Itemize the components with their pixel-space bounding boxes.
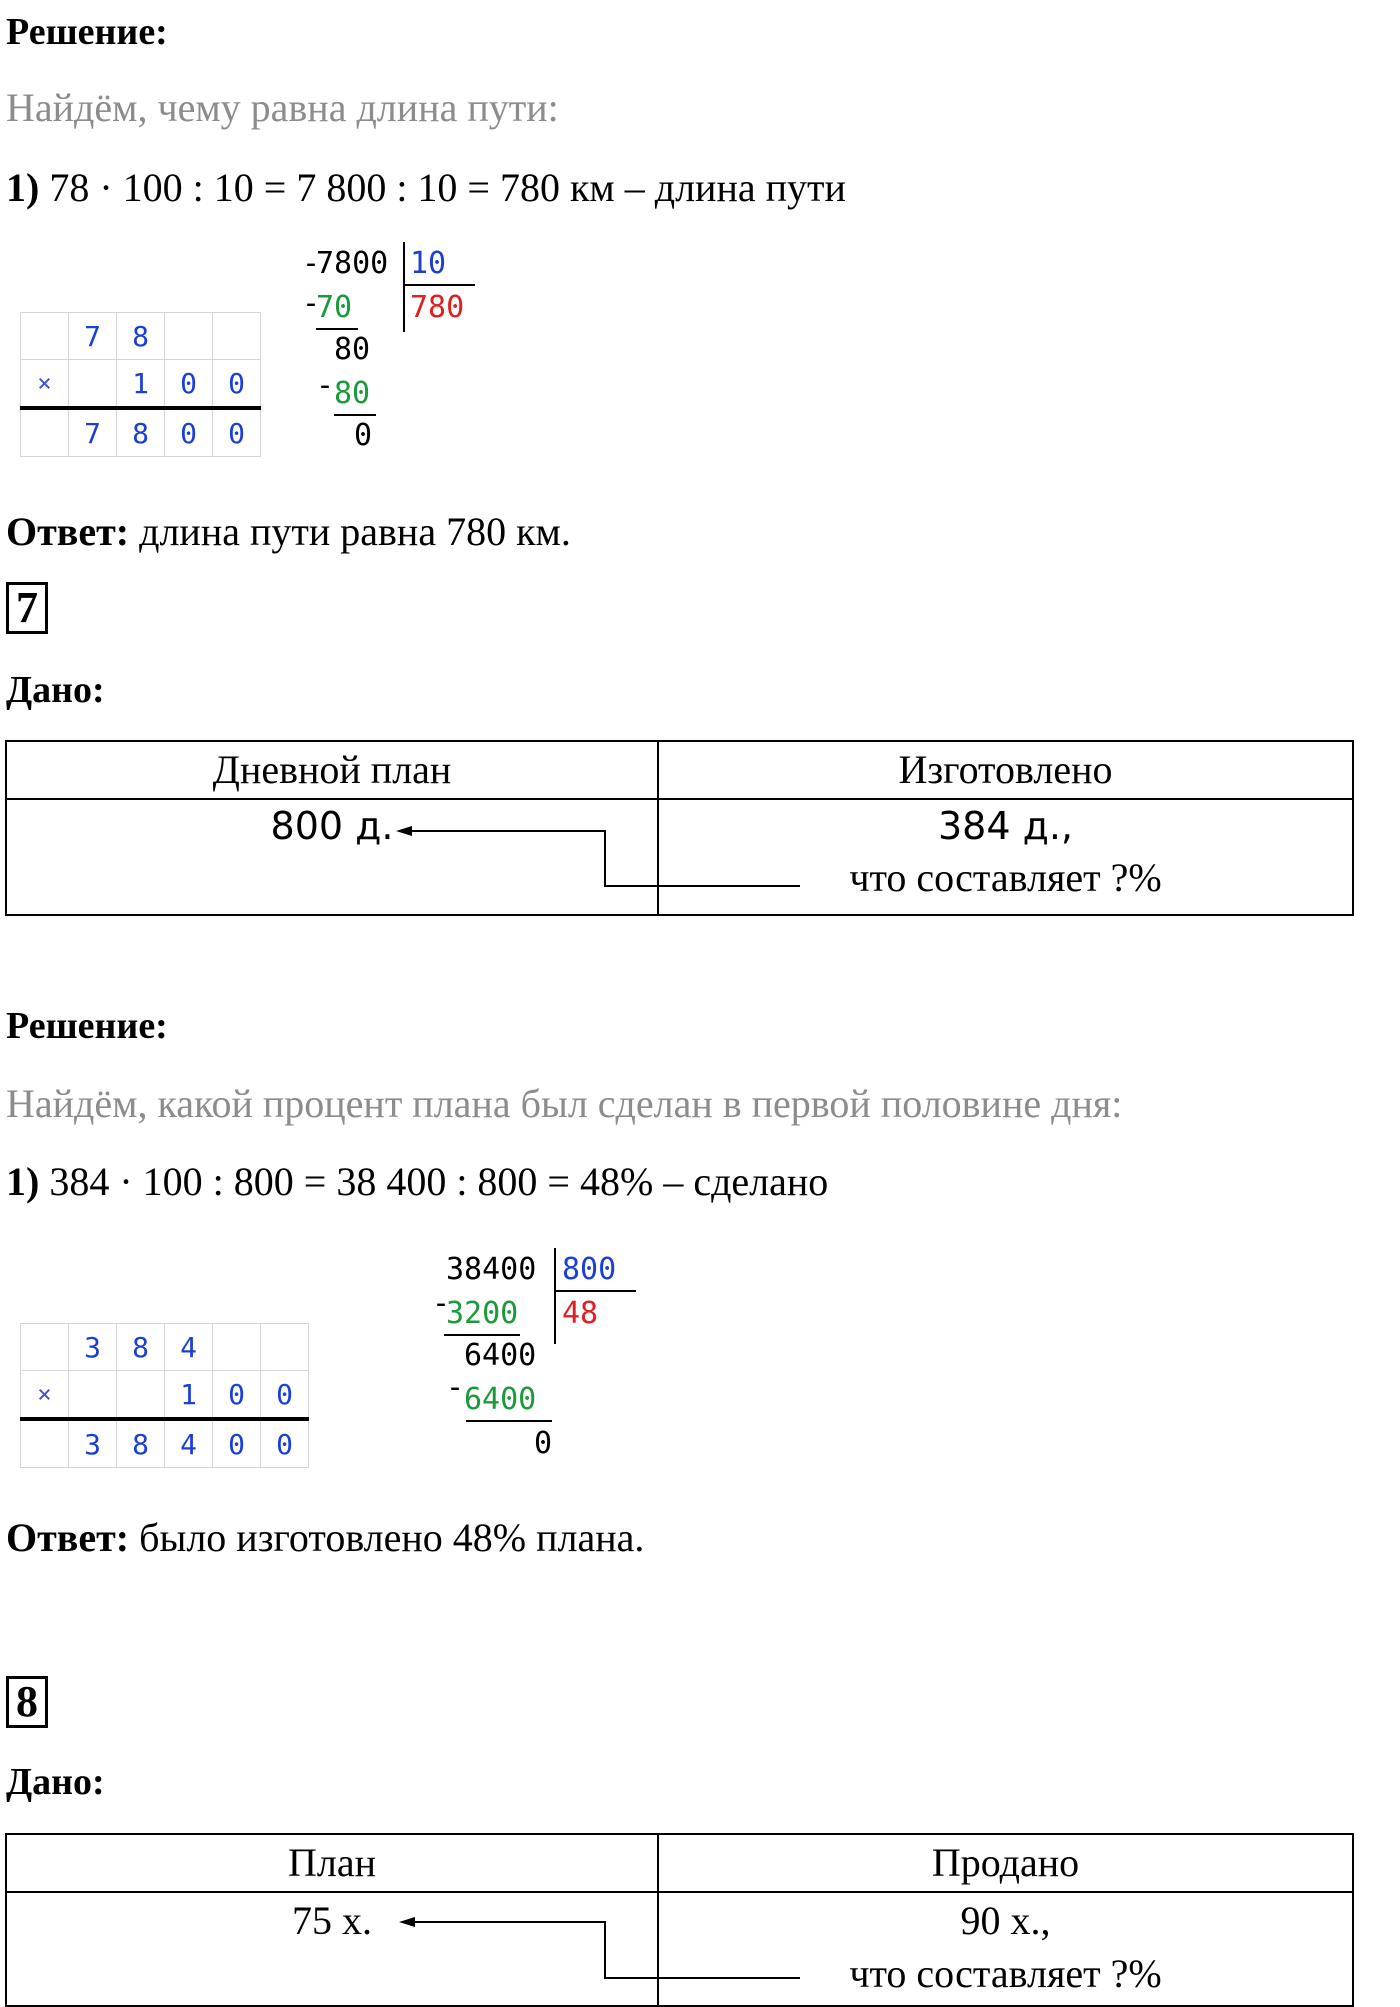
grid-cell: 8 (117, 1419, 165, 1468)
divisor: 10 (410, 246, 447, 281)
subtrahend: 80 (334, 376, 371, 411)
task-number-box: 8 (6, 1676, 48, 1728)
plan-value: 800 д. (270, 804, 394, 848)
answer-label: Ответ: (6, 509, 130, 554)
task-number-box: 7 (6, 582, 48, 634)
grid-cell: 0 (213, 1419, 261, 1468)
quotient: 780 (410, 290, 465, 325)
grid-cell (21, 1324, 69, 1371)
step-text: 384 · 100 : 800 = 38 400 : 800 = 48% – сделано (39, 1159, 829, 1204)
grid-cell: 3 (69, 1324, 117, 1371)
answer-label: Ответ: (6, 1515, 130, 1560)
grid-cell (117, 1371, 165, 1420)
solution-intro: Найдём, какой процент плана был сделан в первой половине дня: (6, 1081, 1123, 1126)
step-number: 1) (6, 1159, 40, 1204)
long-division (430, 1246, 650, 1476)
grid-cell: 0 (213, 360, 261, 409)
grid-cell: 4 (165, 1419, 213, 1468)
grid-cell: 0 (261, 1419, 309, 1468)
grid-cell: 8 (117, 313, 165, 360)
dividend: 7800 (316, 246, 389, 281)
grid-cell: 1 (165, 1371, 213, 1420)
minus-sign: - (302, 246, 321, 281)
arrow-connector (0, 0, 1400, 1000)
step-number: 1) (6, 165, 40, 210)
division-vertical-rule (554, 1248, 556, 1344)
sold-note: что составляет ?% (849, 1951, 1162, 1996)
solution-heading: Решение: (6, 11, 168, 53)
underline (444, 1334, 520, 1336)
table-header-made: Изготовлено (658, 741, 1353, 799)
answer (6, 1514, 644, 1561)
grid-cell: 8 (117, 1324, 165, 1371)
grid-cell: 8 (117, 408, 165, 457)
solution-step (6, 1158, 828, 1205)
multiply-sign: × (21, 360, 69, 409)
minus-sign: - (316, 368, 335, 403)
arrow-head-icon (399, 1917, 415, 1927)
subtrahend: 6400 (464, 1382, 537, 1417)
solution-intro: Найдём, чему равна длина пути: (6, 85, 559, 130)
grid-cell: 0 (261, 1371, 309, 1420)
step-text: 78 · 100 : 10 = 7 800 : 10 = 780 км – длина пути (39, 165, 846, 210)
multiply-sign: × (21, 1371, 69, 1420)
given-heading: Дано: (6, 1761, 105, 1803)
multiplication-grid (20, 1323, 309, 1468)
sold-value: 90 х., (960, 1898, 1051, 1943)
grid-cell (213, 1324, 261, 1371)
table-header-sold: Продано (658, 1834, 1353, 1892)
grid-cell: 0 (213, 1371, 261, 1420)
minus-sign: - (432, 1286, 451, 1321)
grid-cell: 4 (165, 1324, 213, 1371)
grid-cell (69, 1371, 117, 1420)
quotient: 48 (562, 1296, 599, 1331)
arrow-head-icon (396, 826, 412, 836)
table-header-plan: План (6, 1834, 658, 1892)
remainder: 0 (534, 1426, 553, 1461)
made-note: что составляет ?% (849, 855, 1162, 900)
given-heading: Дано: (6, 669, 105, 711)
made-value: 384 д., (937, 804, 1074, 848)
grid-cell (261, 1324, 309, 1371)
grid-cell: 0 (165, 408, 213, 457)
minus-sign: - (302, 286, 321, 321)
arrow-connector (0, 1800, 1400, 2007)
remainder: 6400 (464, 1338, 537, 1373)
solution-heading: Решение: (6, 1005, 168, 1047)
divisor: 800 (562, 1252, 617, 1287)
underline (466, 1420, 552, 1422)
arrow-line (408, 1922, 800, 1978)
grid-cell (21, 1419, 69, 1468)
grid-cell: 0 (165, 360, 213, 409)
minus-sign: - (446, 1370, 465, 1405)
subtrahend: 3200 (446, 1296, 519, 1331)
subtrahend: 70 (316, 290, 353, 325)
answer-text: длина пути равна 780 км. (129, 509, 571, 554)
grid-cell: 3 (69, 1419, 117, 1468)
dividend: 38400 (446, 1252, 537, 1287)
grid-cell: 7 (69, 408, 117, 457)
grid-cell: 1 (117, 360, 165, 409)
answer-text: было изготовлено 48% плана. (129, 1515, 645, 1560)
division-horizontal-rule (556, 1290, 636, 1292)
remainder: 0 (354, 418, 373, 453)
table-header-plan: Дневной план (6, 741, 658, 799)
plan-value: 75 х. (292, 1898, 372, 1943)
remainder: 80 (334, 332, 371, 367)
grid-cell: 0 (213, 408, 261, 457)
arrow-line (405, 831, 800, 886)
grid-cell: 7 (69, 313, 117, 360)
